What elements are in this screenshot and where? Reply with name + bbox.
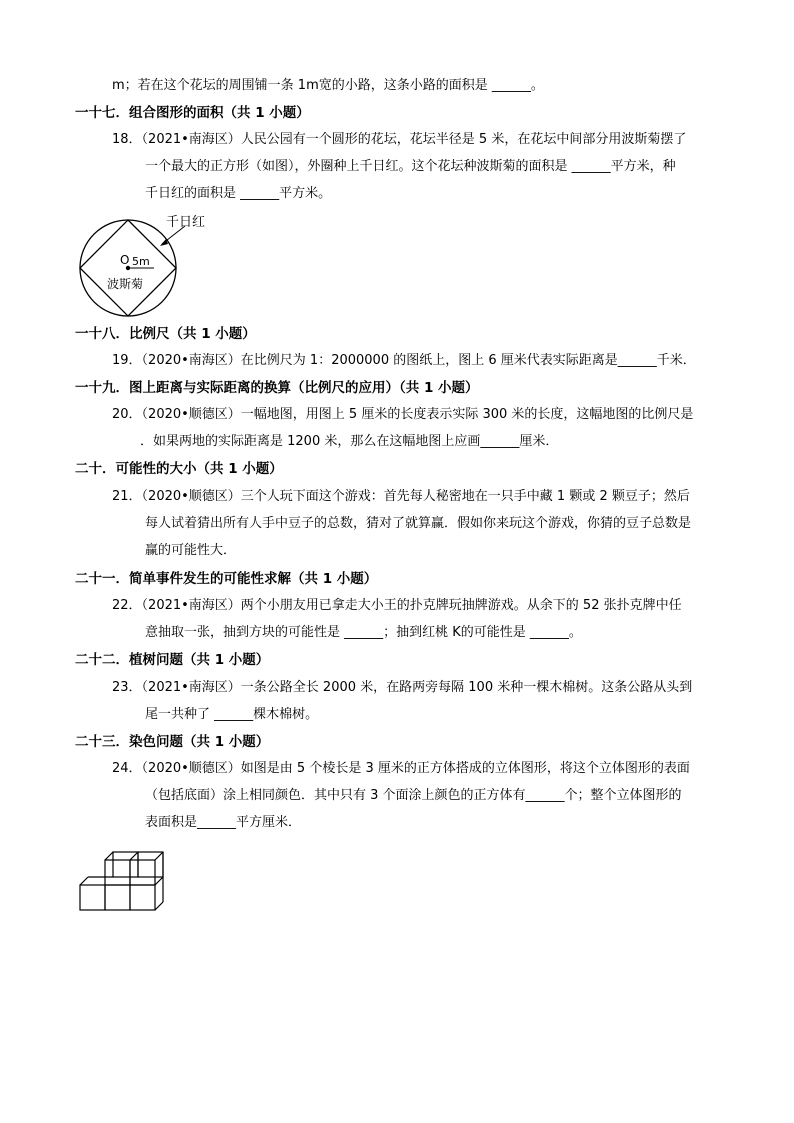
label-center-o: O (120, 253, 130, 267)
question-23-line2: 尾一共种了 ______棵木棉树。 (145, 707, 319, 722)
q17-continuation: m；若在这个花坛的周围铺一条 1m宽的小路，这条小路的面积是 ______。 (112, 78, 544, 93)
question-22-line1: 22．（2021•南海区）两个小朋友用已拿走大小王的扑克牌玩抽牌游戏。从余下的 52 张扑克牌中任 (112, 598, 682, 613)
section-heading-18: 一十八．比例尺（共 1 小题） (75, 326, 256, 342)
question-21-line3: 赢的可能性大． (145, 543, 237, 558)
label-qianrihong: 千日红 (166, 215, 206, 230)
label-radius: 5m (132, 255, 150, 268)
label-bosiju: 波斯菊 (107, 277, 144, 291)
question-24-line2: （包括底面）涂上相同颜色．其中只有 3 个面涂上颜色的正方体有______个；整个立体图形的 (145, 788, 682, 803)
cube-bottom-right (130, 885, 155, 910)
question-24-line1: 24．（2020•顺德区）如图是由 5 个棱长是 3 厘米的正方体搭成的立体图形，将这个立体图形的表面 (112, 761, 690, 776)
cube-front-top-left (105, 860, 130, 885)
question-23-line1: 23．（2021•南海区）一条公路全长 2000 米，在路两旁每隔 100 米种一棵木棉树。这条公路从头到 (112, 680, 693, 695)
cube-bottom-left (80, 885, 105, 910)
section-heading-17: 一十七．组合图形的面积（共 1 小题） (75, 105, 310, 121)
question-20-line1: 20．（2020•顺德区）一幅地图，用图上 5 厘米的长度表示实际 300 米的长度，这幅地图的比例尺是 (112, 407, 694, 422)
question-18-line3: 千日红的面积是 ______平方米。 (145, 186, 332, 201)
question-21-line1: 21．（2020•顺德区）三个人玩下面这个游戏：首先每人秘密地在一只手中藏 1 颗或 2 颗豆子；然后 (112, 489, 690, 504)
section-heading-22: 二十二．植树问题（共 1 小题） (75, 652, 270, 668)
section-heading-23: 二十三．染色问题（共 1 小题） (75, 734, 270, 750)
section-heading-21: 二十一．简单事件发生的可能性求解（共 1 小题） (75, 571, 378, 587)
cube-front-top-right (130, 860, 155, 885)
question-20-line2: ．如果两地的实际距离是 1200 米，那么在这幅地图上应画______厘米． (140, 434, 559, 449)
section-heading-19: 一十九．图上距离与实际距离的换算（比例尺的应用）（共 1 小题） (75, 380, 479, 396)
cubes-figure (76, 846, 171, 916)
question-21-line2: 每人试着猜出所有人手中豆子的总数，猜对了就算赢．假如你来玩这个游戏，你猜的豆子总数是 (145, 516, 692, 531)
question-24-line3: 表面积是______平方厘米． (145, 815, 302, 830)
question-18-line2: 一个最大的正方形（如图），外圈种上千日红。这个花坛种波斯菊的面积是 ______平方米，种 (145, 159, 676, 174)
section-heading-20: 二十．可能性的大小（共 1 小题） (75, 461, 283, 477)
question-18-line1: 18．（2021•南海区）人民公园有一个圆形的花坛，花坛半径是 5 米，在花坛中间部分用波斯菊摆了 (112, 132, 687, 147)
question-19-line1: 19．（2020•南海区）在比例尺为 1：2000000 的图纸上，图上 6 厘米代表实际距离是______千米． (112, 353, 696, 368)
question-22-line2: 意抽取一张，抽到方块的可能性是 ______；抽到红桃 K的可能性是 ______。 (145, 625, 582, 640)
cube-bottom-middle (105, 885, 130, 910)
circle-square-figure (70, 208, 230, 318)
